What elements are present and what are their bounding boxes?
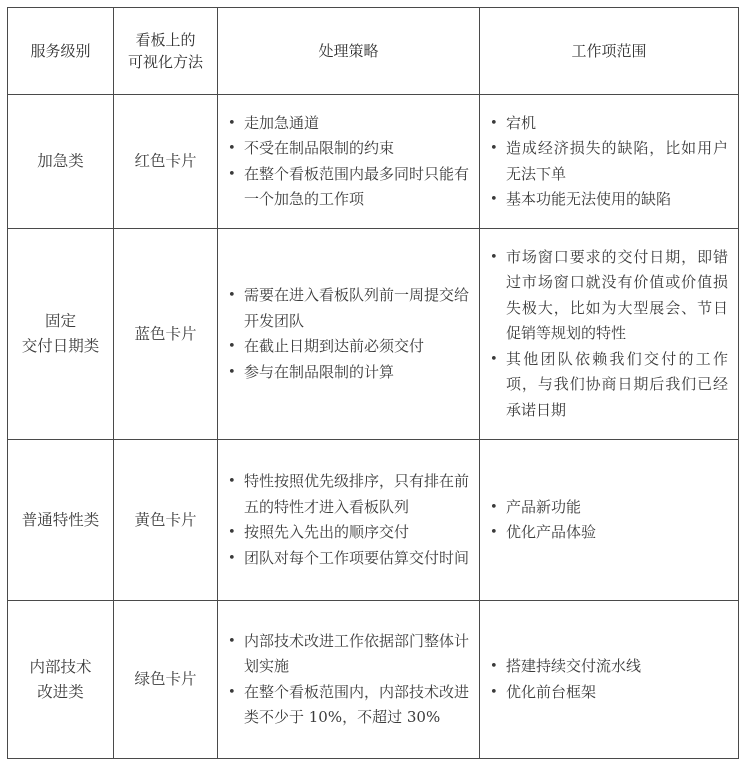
service-level-cell [8,229,114,440]
scope-text: 其他团队依赖我们交付的工作项，与我们协商日期后我们已经承诺日期 [506,349,728,419]
scope-cell [480,229,739,440]
scope-cell [480,440,739,601]
scope-text: 宕机 [506,113,537,132]
scope-list [488,245,728,424]
scope-text: 基本功能无法使用的缺陷 [506,190,672,208]
visualization-text: 蓝色卡片 [134,324,197,343]
table-row-tech-improvement [8,601,739,759]
bullet-icon: • [228,115,236,131]
table-row-standard-feature [8,440,739,601]
visualization-cell [114,601,218,759]
policy-text: 不受在制品限制的约束 [244,139,395,157]
scope-text: 优化前台框架 [506,682,597,701]
bullet-icon: • [490,499,498,515]
service-level-text: 内部技术 [29,657,92,676]
scope-list [488,111,728,213]
list-item [488,654,728,680]
policy-text: 走加急通道 [244,113,320,132]
list-item [488,520,728,546]
list-item [226,520,469,546]
list-item [226,283,469,334]
header-text: 可视化方法 [127,53,203,71]
bullet-icon: • [228,166,236,182]
bullet-icon: • [490,684,498,700]
service-level-text: 加急类 [37,152,84,170]
service-level-text: 固定 [44,312,76,330]
header-visualization [114,8,218,95]
list-item [488,347,728,424]
list-item [488,136,728,187]
service-level-cell [8,601,114,759]
bullet-icon: • [228,474,236,489]
service-level-table [7,7,739,759]
service-level-text: 交付日期类 [21,337,100,355]
header-text: 服务级别 [30,42,91,60]
bullet-icon: • [228,525,236,540]
bullet-icon: • [228,550,236,566]
list-item [226,111,469,137]
list-item [226,546,469,572]
bullet-icon: • [490,115,498,131]
policy-text: 参与在制品限制的计算 [244,362,395,381]
visualization-text: 红色卡片 [134,152,197,170]
bullet-icon: • [228,288,236,303]
policy-text: 需要在进入看板队列前一周提交给开发团队 [244,286,470,330]
list-item [488,187,728,213]
list-item [226,162,469,213]
bullet-icon: • [490,249,498,265]
scope-text: 搭建持续交付流水线 [506,657,642,675]
table-row-fixed-date [8,229,739,440]
list-item [488,680,728,706]
header-text: 看板上的 [135,31,196,49]
policies-list [226,283,469,385]
scope-text: 市场窗口要求的交付日期，即错过市场窗口就没有价值或价值损失极大，比如为大型展会、节日促销等规划的特性 [506,247,728,343]
bullet-icon: • [490,141,498,156]
service-level-cell [8,440,114,601]
policies-cell [218,95,480,229]
policy-text: 在截止日期到达前必须交付 [244,337,425,355]
policies-list [226,469,469,571]
service-level-text: 改进类 [37,682,84,701]
bullet-icon: • [490,525,498,540]
scope-list [488,654,728,705]
list-item [226,680,469,731]
list-item [226,469,469,520]
bullet-icon: • [490,659,498,674]
scope-text: 造成经济损失的缺陷，比如用户无法下单 [506,139,728,183]
list-item [488,245,728,347]
policies-list [226,629,469,731]
visualization-cell [114,95,218,229]
header-scope [480,8,739,95]
visualization-cell [114,229,218,440]
scope-cell [480,95,739,229]
policies-cell [218,440,480,601]
bullet-icon: • [228,684,236,700]
scope-cell [480,601,739,759]
scope-text: 产品新功能 [506,497,582,516]
header-text: 处理策略 [318,42,379,60]
policy-text: 在整个看板范围内最多同时只能有一个加急的工作项 [244,164,470,208]
list-item [488,111,728,137]
list-item [226,629,469,680]
bullet-icon: • [228,633,236,649]
list-item [226,334,469,360]
bullet-icon: • [228,339,236,354]
header-row [8,8,739,95]
bullet-icon: • [228,364,236,380]
list-item [488,495,728,521]
scope-list [488,495,728,546]
scope-text: 优化产品体验 [506,523,597,541]
policy-text: 内部技术改进工作依据部门整体计划实施 [244,631,470,675]
header-text: 工作项范围 [571,42,647,60]
service-level-table-container [7,7,738,759]
list-item [226,360,469,386]
policies-cell [218,601,480,759]
bullet-icon: • [490,192,498,207]
service-level-cell [8,95,114,229]
bullet-icon: • [228,141,236,156]
policies-list [226,111,469,213]
list-item [226,136,469,162]
policy-text: 团队对每个工作项要估算交付时间 [244,548,470,567]
header-service-level [8,8,114,95]
policy-text: 按照先入先出的顺序交付 [244,523,410,541]
table-row-expedite [8,95,739,229]
visualization-text: 黄色卡片 [134,510,197,529]
policy-text: 特性按照优先级排序，只有排在前五的特性才进入看板队列 [244,472,470,516]
policies-cell [218,229,480,440]
policy-text: 在整个看板范围内，内部技术改进类不少于 10%，不超过 30% [244,682,470,726]
header-policies [218,8,480,95]
visualization-cell [114,440,218,601]
service-level-text: 普通特性类 [21,510,100,529]
visualization-text: 绿色卡片 [134,670,197,688]
bullet-icon: • [490,351,498,367]
